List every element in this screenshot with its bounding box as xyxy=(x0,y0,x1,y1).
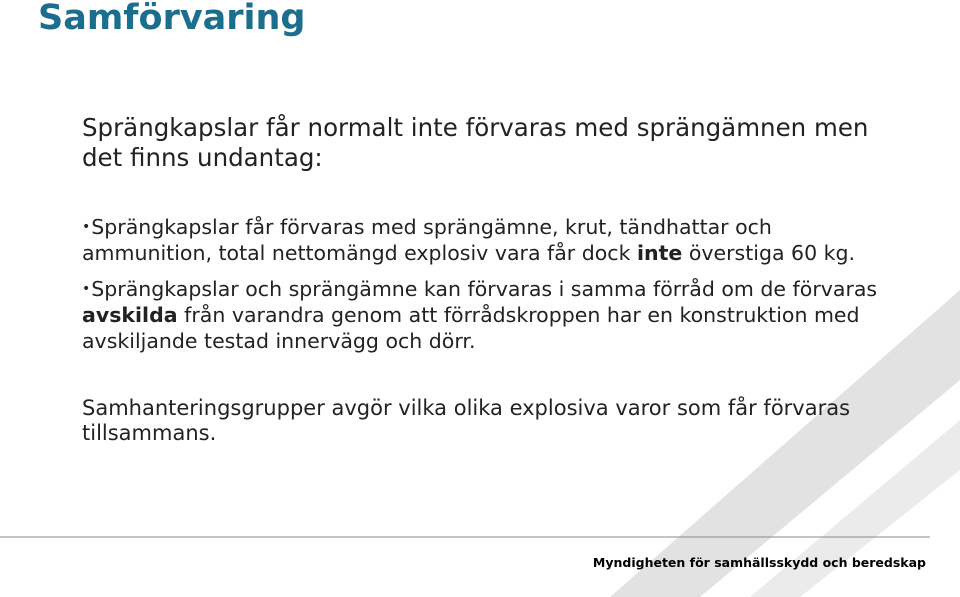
slide-title: Samförvaring xyxy=(38,0,306,38)
bullet-item xyxy=(82,214,902,266)
bullet-text: överstiga 60 kg. xyxy=(682,241,856,265)
bullet-dot-icon: • xyxy=(82,219,91,235)
bullet-text: Sprängkapslar får förvaras med sprängämne, krut, tändhattar och ammunition, total nettomängd explosiv vara får dock xyxy=(82,215,772,265)
intro-text: Sprängkapslar får normalt inte förvaras med sprängämnen men det finns undantag: xyxy=(82,113,869,172)
bullet-emphasis: inte xyxy=(636,241,683,265)
bullet-text: från varandra genom att förrådskroppen har en konstruktion med avskiljande testad innervägg och dörr. xyxy=(82,303,860,353)
bullet-emphasis: avskilda xyxy=(82,303,178,327)
footer-organization: Myndigheten för samhällsskydd och beredskap xyxy=(592,555,926,570)
closing-text: Samhanteringsgrupper avgör vilka olika explosiva varor som får förvaras tillsammans. xyxy=(82,396,851,445)
bullet-list xyxy=(82,214,902,364)
bullet-dot-icon: • xyxy=(82,281,91,297)
bullet-text: Sprängkapslar och sprängämne kan förvaras i samma förråd om de förvaras xyxy=(91,277,878,301)
bullet-item xyxy=(82,276,902,354)
